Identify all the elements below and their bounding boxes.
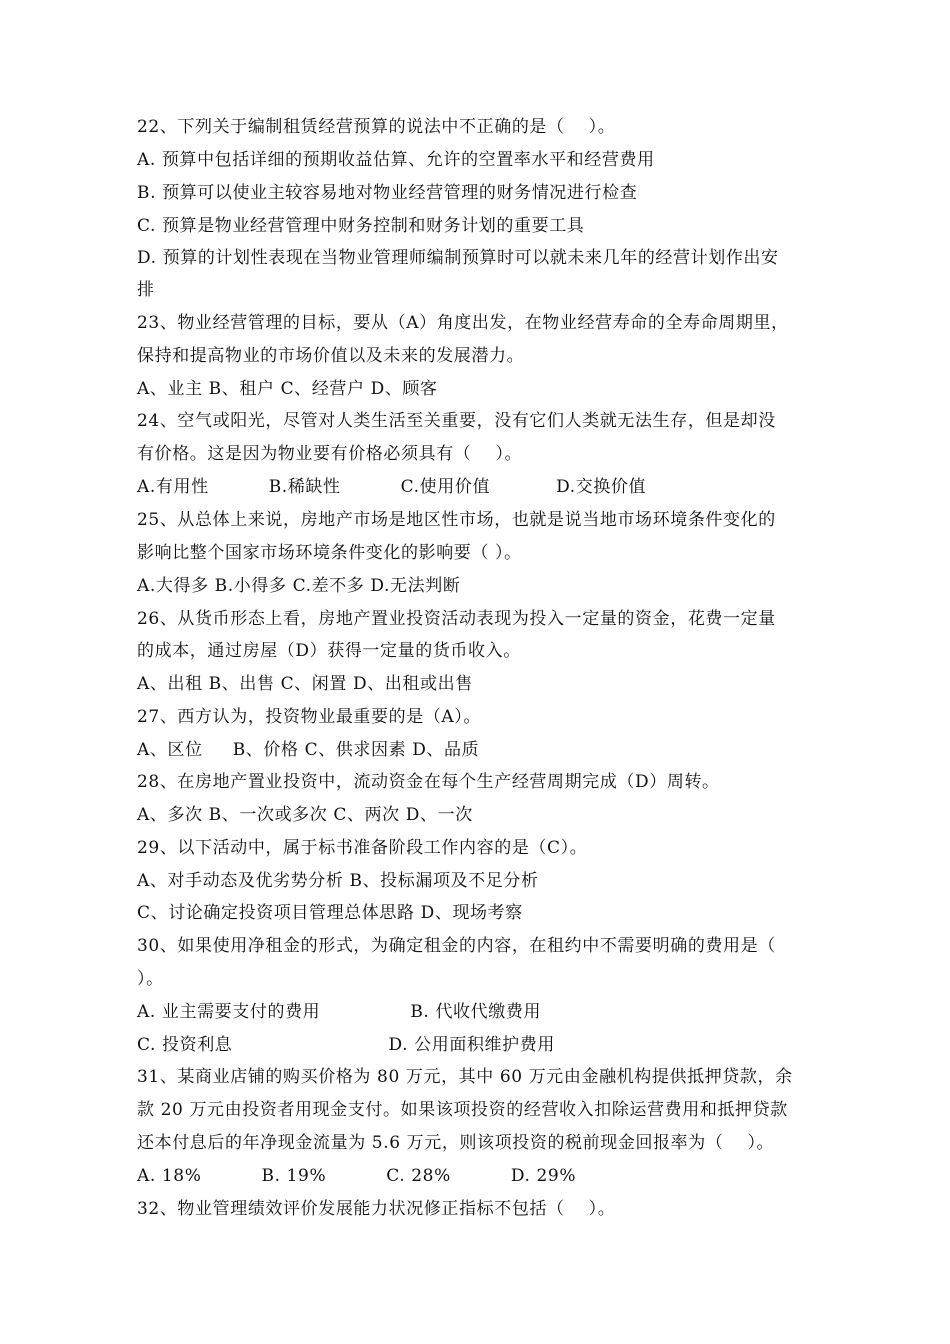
question-22-option-a: A. 预算中包括详细的预期收益估算、允许的空置率水平和经营费用 [137, 150, 655, 170]
question-24-stem: 24、空气或阳光，尽管对人类生活至关重要，没有它们人类就无法生存，但是却没 [137, 411, 776, 431]
question-31-stem: 31、某商业店铺的购买价格为 80 万元，其中 60 万元由金融机构提供抵押贷款，余 [137, 1067, 793, 1087]
question-30-options-cd: C. 投资利息 D. 公用面积维护费用 [137, 1035, 555, 1055]
question-23-stem-continued: 保持和提高物业的市场价值以及未来的发展潜力。 [137, 346, 525, 366]
question-31-stem-continued-2: 还本付息后的年净现金流量为 5.6 万元，则该项投资的税前现金回报率为（ ）。 [137, 1133, 775, 1153]
question-25-stem-continued: 影响比整个国家市场环境条件变化的影响要（ ）。 [137, 543, 522, 563]
question-24-options: A.有用性 B.稀缺性 C.使用价值 D.交换价值 [137, 477, 647, 497]
question-31-options: A. 18% B. 19% C. 28% D. 29% [137, 1166, 577, 1186]
question-28-options: A、多次 B、一次或多次 C、两次 D、一次 [137, 805, 473, 825]
question-30-stem-continued: ）。 [137, 969, 164, 989]
question-30-stem: 30、如果使用净租金的形式，为确定租金的内容，在租约中不需要明确的费用是（ [137, 936, 776, 956]
question-30-options-ab: A. 业主需要支付的费用 B. 代收代缴费用 [137, 1002, 542, 1022]
question-25-stem: 25、从总体上来说，房地产市场是地区性市场，也就是说当地市场环境条件变化的 [137, 510, 776, 530]
question-22-option-b: B. 预算可以使业主较容易地对物业经营管理的财务情况进行检查 [137, 183, 638, 203]
question-24-stem-continued: 有价格。这是因为物业要有价格必须具有（ ）。 [137, 444, 523, 464]
question-22-stem: 22、下列关于编制租赁经营预算的说法中不正确的是（ ）。 [137, 117, 616, 137]
question-29-options-ab: A、对手动态及优劣势分析 B、投标漏项及不足分析 [137, 871, 539, 891]
question-29-stem: 29、以下活动中，属于标书准备阶段工作内容的是（C）。 [137, 838, 588, 858]
question-31-stem-continued-1: 款 20 万元由投资者用现金支付。如果该项投资的经营收入扣除运营费用和抵押贷款 [137, 1100, 788, 1120]
question-26-stem-continued: 的成本，通过房屋（D）获得一定量的货币收入。 [137, 641, 521, 661]
question-26-options: A、出租 B、出售 C、闲置 D、出租或出售 [137, 674, 473, 694]
question-22-option-c: C. 预算是物业经营管理中财务控制和财务计划的重要工具 [137, 216, 585, 236]
question-27-stem: 27、西方认为，投资物业最重要的是（A）。 [137, 707, 482, 727]
question-23-options: A、业主 B、租户 C、经营户 D、顾客 [137, 379, 438, 399]
question-32-stem: 32、物业管理绩效评价发展能力状况修正指标不包括（ ）。 [137, 1199, 616, 1219]
question-23-stem: 23、物业经营管理的目标，要从（A）角度出发，在物业经营寿命的全寿命周期里， [137, 313, 789, 333]
question-25-options: A.大得多 B.小得多 C.差不多 D.无法判断 [137, 576, 461, 596]
question-29-options-cd: C、讨论确定投资项目管理总体思路 D、现场考察 [137, 903, 523, 923]
question-22-option-d-continued: 排 [137, 280, 155, 300]
question-27-options: A、区位 B、价格 C、供求因素 D、品质 [137, 740, 480, 760]
question-22-option-d: D. 预算的计划性表现在当物业管理师编制预算时可以就未来几年的经营计划作出安 [137, 248, 779, 268]
question-28-stem: 28、在房地产置业投资中，流动资金在每个生产经营周期完成（D）周转。 [137, 772, 720, 792]
question-26-stem: 26、从货币形态上看，房地产置业投资活动表现为投入一定量的资金，花费一定量 [137, 609, 776, 629]
